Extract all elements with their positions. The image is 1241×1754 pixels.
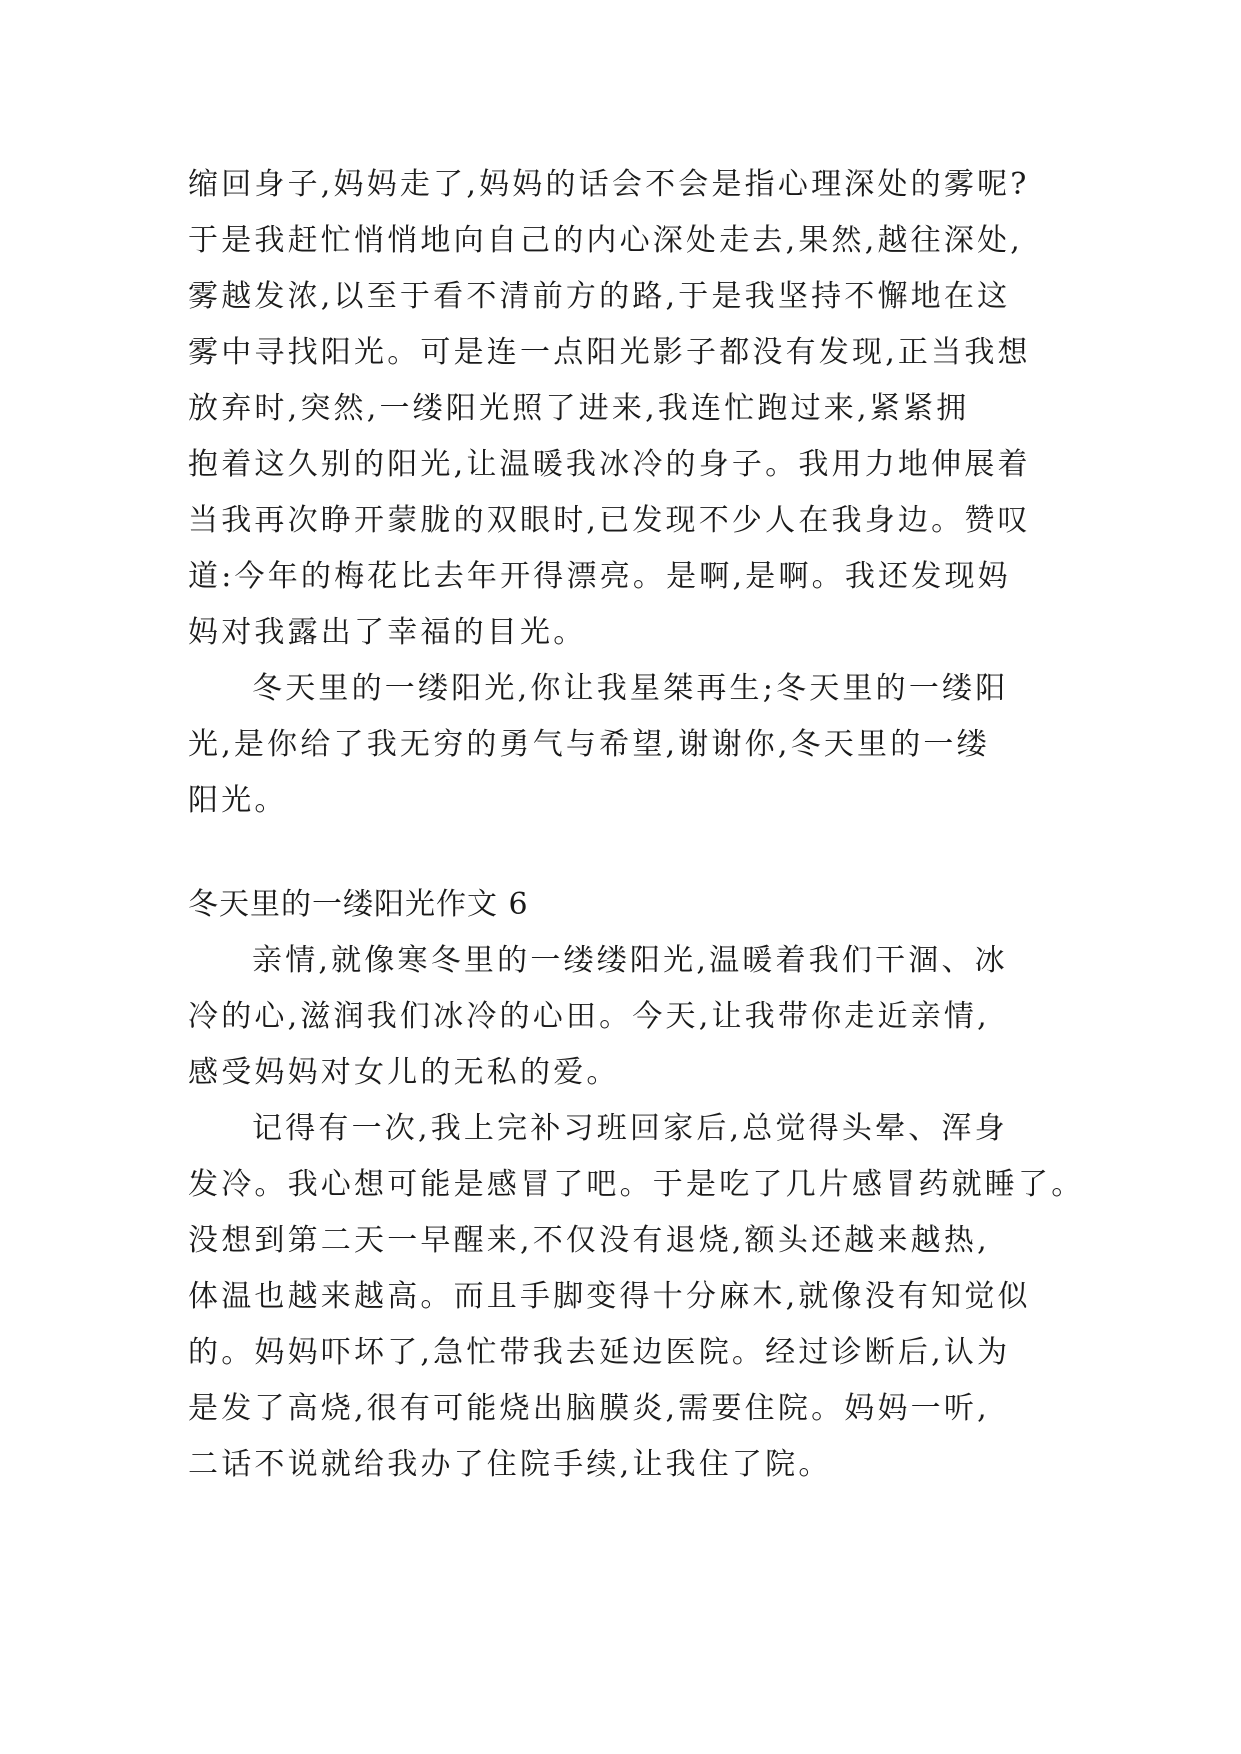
text-line: 是发了高烧,很有可能烧出脑膜炎,需要住院。妈妈一听, [188,1391,990,1426]
text-line: 记得有一次,我上完补习班回家后,总觉得头晕、浑身 [252,1111,1008,1146]
text-line: 抱着这久别的阳光,让温暖我冰冷的身子。我用力地伸展着 [188,447,1031,482]
paragraph-story [188,1101,1085,1493]
text-line: 雾中寻找阳光。可是连一点阳光影子都没有发现,正当我想 [188,335,1031,370]
text-line: 冬天里的一缕阳光,你让我星桀再生;冬天里的一缕阳 [252,671,1009,706]
paragraph-conclusion [188,661,1068,829]
essay-title: 冬天里的一缕阳光作文 6 [188,887,529,922]
text-line: 感受妈妈对女儿的无私的爱。 [188,1055,620,1090]
text-line: 阳光。 [188,783,288,818]
text-line: 当我再次睁开蒙胧的双眼时,已发现不少人在我身边。赞叹 [188,503,1031,538]
text-line: 妈对我露出了幸福的目光。 [188,615,587,650]
document-body [188,157,1085,1493]
text-line: 二话不说就给我办了住院手续,让我住了院。 [188,1447,832,1482]
text-line: 亲情,就像寒冬里的一缕缕阳光,温暖着我们干涸、冰 [252,943,1008,978]
text-line: 道:今年的梅花比去年开得漂亮。是啊,是啊。我还发现妈 [188,559,1011,594]
text-line: 放弃时,突然,一缕阳光照了进来,我连忙跑过来,紧紧拥 [188,391,970,426]
text-line: 的。妈妈吓坏了,急忙带我去延边医院。经过诊断后,认为 [188,1335,1011,1370]
text-line: 雾越发浓,以至于看不清前方的路,于是我坚持不懈地在这 [188,279,1011,314]
text-line: 冷的心,滋润我们冰冷的心田。今天,让我带你走近亲情, [188,999,990,1034]
paragraph-intro [188,933,1068,1101]
paragraph-continued [188,157,1068,661]
text-line: 发冷。我心想可能是感冒了吧。于是吃了几片感冒药就睡了。 [188,1167,1085,1202]
text-line: 于是我赶忙悄悄地向自己的内心深处走去,果然,越往深处, [188,223,1024,258]
text-line: 光,是你给了我无穷的勇气与希望,谢谢你,冬天里的一缕 [188,727,990,762]
text-line: 没想到第二天一早醒来,不仅没有退烧,额头还越来越热, [188,1223,990,1258]
text-line: 缩回身子,妈妈走了,妈妈的话会不会是指心理深处的雾呢? [188,167,1030,202]
text-line: 体温也越来越高。而且手脚变得十分麻木,就像没有知觉似 [188,1279,1031,1314]
section-spacer [188,829,1068,877]
